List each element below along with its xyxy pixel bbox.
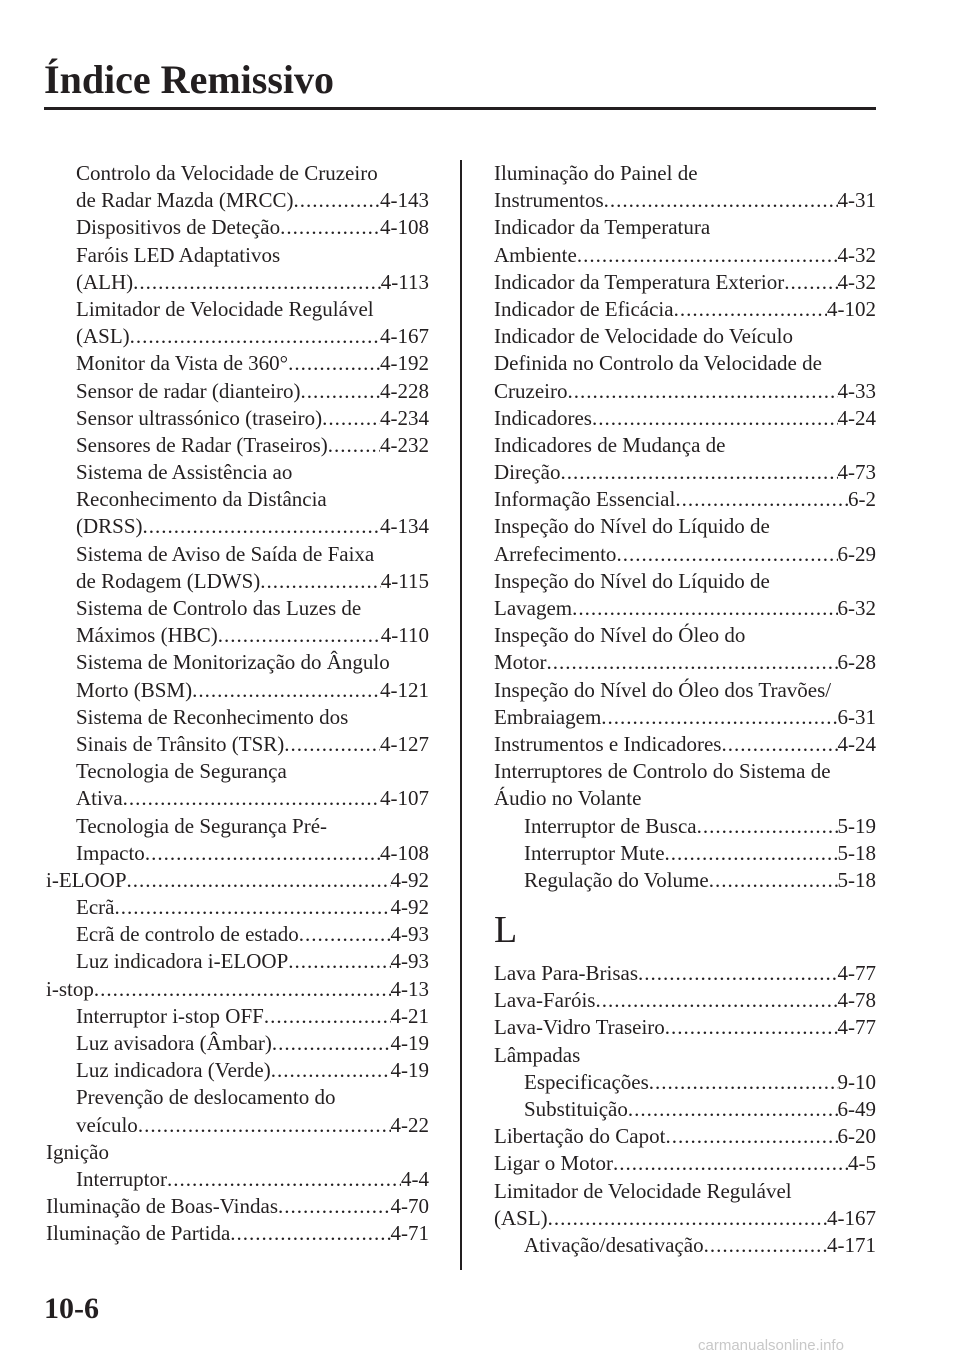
entry-page-ref: 4-32 xyxy=(837,269,876,294)
entry-page-ref: 4-13 xyxy=(390,976,429,1001)
entry-text: Dispositivos de Deteção xyxy=(76,215,281,240)
entry-text: Lâmpadas xyxy=(494,1042,581,1067)
index-entry xyxy=(46,350,429,377)
entry-text: Embraiagem xyxy=(494,704,602,729)
dot-leader xyxy=(264,1003,391,1030)
index-entry-heading xyxy=(46,1084,429,1111)
index-entry-heading xyxy=(46,758,429,785)
entry-text: Impacto xyxy=(76,840,145,865)
entry-text: Inspeção do Nível do Líquido de xyxy=(494,568,770,593)
dot-leader xyxy=(192,677,380,704)
entry-page-ref: 6-32 xyxy=(837,596,876,620)
index-entry-heading xyxy=(46,242,429,269)
dot-leader xyxy=(138,1112,391,1139)
entry-text: Sistema de Monitorização do Ângulo xyxy=(76,650,390,675)
entry-page-ref: 4-78 xyxy=(837,988,876,1013)
entry-page-ref: 4-234 xyxy=(380,405,429,430)
dot-leader xyxy=(638,960,837,987)
entry-text: Definida no Controlo da Velocidade de xyxy=(494,351,822,376)
entry-text: Sensor ultrassónico (traseiro) xyxy=(76,405,323,430)
dot-leader xyxy=(675,486,848,513)
index-entry xyxy=(494,541,876,568)
entry-text: Ignição xyxy=(46,1139,109,1164)
entry-text: (ALH) xyxy=(76,269,134,294)
dot-leader xyxy=(665,1014,838,1041)
dot-leader xyxy=(697,813,838,840)
entry-text: Inspeção do Nível do Líquido de xyxy=(494,514,770,539)
index-entry xyxy=(494,595,876,622)
index-entry xyxy=(46,1220,429,1247)
dot-leader xyxy=(560,459,837,486)
index-entry xyxy=(46,948,429,975)
entry-page-ref: 4-21 xyxy=(390,1003,429,1028)
index-entry-heading xyxy=(46,704,429,731)
entry-page-ref: 4-134 xyxy=(380,514,429,539)
entry-page-ref: 4-121 xyxy=(380,677,429,702)
index-entry-heading xyxy=(46,160,429,187)
entry-page-ref: 4-73 xyxy=(837,460,876,485)
entry-text: Ligar o Motor xyxy=(494,1151,613,1176)
entry-text: Inspeção do Nível do Óleo dos Travões/ xyxy=(494,677,832,702)
index-entry xyxy=(494,987,876,1014)
entry-text: Interruptor Mute xyxy=(524,840,665,865)
dot-leader xyxy=(130,323,380,350)
entry-page-ref: 4-4 xyxy=(401,1166,429,1191)
index-entry-heading xyxy=(494,1178,876,1205)
dot-leader xyxy=(577,242,838,269)
entry-text: (ASL) xyxy=(494,1205,548,1230)
index-entry xyxy=(494,296,876,323)
entry-page-ref: 4-92 xyxy=(390,895,429,920)
entry-text: Limitador de Velocidade Regulável xyxy=(494,1178,792,1203)
entry-text: Ecrã de controlo de estado xyxy=(76,922,299,947)
dot-leader xyxy=(145,840,380,867)
dot-leader xyxy=(218,622,381,649)
entry-page-ref: 4-19 xyxy=(390,1031,429,1055)
dot-leader xyxy=(572,595,837,622)
dot-leader xyxy=(548,1205,827,1232)
index-entry-heading xyxy=(46,595,429,622)
entry-text: Luz avisadora (Âmbar) xyxy=(76,1031,272,1055)
entry-text: Sensor de radar (dianteiro) xyxy=(76,378,301,403)
index-entry-heading xyxy=(46,486,429,513)
dot-leader xyxy=(709,867,838,894)
entry-page-ref: 4-93 xyxy=(390,922,429,947)
entry-text: Ecrã xyxy=(76,895,115,920)
index-entry-heading xyxy=(46,813,429,840)
index-entry xyxy=(46,677,429,704)
index-column-left xyxy=(46,160,429,1248)
entry-text: Indicadores xyxy=(494,405,592,430)
entry-text: Indicadores de Mudança de xyxy=(494,432,726,457)
entry-text: Sinais de Trânsito (TSR) xyxy=(76,731,285,756)
entry-page-ref: 4-24 xyxy=(837,731,876,756)
dot-leader xyxy=(167,1166,401,1193)
page-title: Índice Remissivo xyxy=(44,57,334,102)
index-entry xyxy=(46,378,429,405)
dot-leader xyxy=(288,948,390,975)
entry-text: Instrumentos xyxy=(494,188,604,213)
index-entry-heading xyxy=(494,677,876,704)
dot-leader xyxy=(94,976,391,1003)
entry-page-ref: 4-31 xyxy=(837,188,876,213)
entry-text: de Rodagem (LDWS) xyxy=(76,568,261,593)
index-entry xyxy=(46,921,429,948)
entry-page-ref: 4-143 xyxy=(380,188,429,213)
dot-leader xyxy=(230,1220,390,1247)
index-entry-heading xyxy=(494,622,876,649)
entry-page-ref: 4-102 xyxy=(827,296,876,321)
entry-text: Indicador da Temperatura Exterior xyxy=(494,269,785,294)
entry-text: Sistema de Controlo das Luzes de xyxy=(76,596,362,620)
watermark: carmanualsonline.info xyxy=(698,1337,844,1354)
index-entry xyxy=(46,513,429,540)
entry-page-ref: 4-228 xyxy=(380,378,429,403)
entry-text: de Radar Mazda (MRCC) xyxy=(76,188,294,213)
index-entry xyxy=(46,1193,429,1220)
index-entry xyxy=(494,187,876,214)
entry-text: Morto (BSM) xyxy=(76,677,193,702)
index-entry-heading xyxy=(494,785,876,812)
entry-text: Limitador de Velocidade Regulável xyxy=(76,296,374,321)
index-entry xyxy=(494,1014,876,1041)
entry-page-ref: 4-107 xyxy=(380,786,429,811)
entry-page-ref: 4-110 xyxy=(380,623,429,648)
entry-text: Tecnologia de Segurança Pré- xyxy=(76,813,328,838)
entry-text: Lava-Vidro Traseiro xyxy=(494,1015,665,1040)
dot-leader xyxy=(271,1057,391,1084)
entry-text: Iluminação de Boas-Vindas xyxy=(46,1194,279,1219)
entry-text: Informação Essencial xyxy=(494,487,676,512)
dot-leader xyxy=(133,269,381,296)
index-entry-heading xyxy=(46,459,429,486)
entry-text: Libertação do Capot xyxy=(494,1124,666,1149)
index-entry xyxy=(494,960,876,987)
index-entry xyxy=(494,1232,876,1259)
index-entry xyxy=(46,785,429,812)
dot-leader xyxy=(665,1123,837,1150)
index-entry xyxy=(46,1003,429,1030)
entry-page-ref: 4-71 xyxy=(390,1221,429,1246)
entry-page-ref: 4-232 xyxy=(380,432,429,457)
index-entry xyxy=(46,214,429,241)
index-entry-heading xyxy=(494,350,876,377)
dot-leader xyxy=(567,378,837,405)
dot-leader xyxy=(592,405,838,432)
entry-page-ref: 4-167 xyxy=(380,324,429,349)
index-entry xyxy=(494,1096,876,1123)
dot-leader xyxy=(278,1193,390,1220)
entry-text: Regulação do Volume xyxy=(524,867,709,892)
entry-page-ref: 4-24 xyxy=(837,405,876,430)
entry-page-ref: 4-93 xyxy=(390,949,429,974)
index-entry xyxy=(494,1205,876,1232)
index-entry xyxy=(494,486,876,513)
entry-text: Sistema de Aviso de Saída de Faixa xyxy=(76,541,375,566)
entry-text: Iluminação de Partida xyxy=(46,1221,231,1246)
dot-leader xyxy=(260,568,380,595)
dot-leader xyxy=(674,296,827,323)
dot-leader xyxy=(595,987,837,1014)
entry-text: Cruzeiro xyxy=(494,378,568,403)
entry-page-ref: 6-2 xyxy=(848,487,876,512)
entry-page-ref: 5-19 xyxy=(837,813,876,838)
index-entry xyxy=(46,976,429,1003)
entry-text: Luz indicadora i-ELOOP xyxy=(76,949,289,974)
dot-leader xyxy=(704,1232,827,1259)
dot-leader xyxy=(613,1150,848,1177)
entry-text: Ambiente xyxy=(494,242,577,267)
index-entry xyxy=(46,1030,429,1057)
index-column-right xyxy=(494,160,876,1259)
index-entry xyxy=(494,1150,876,1177)
entry-text: Lava Para-Brisas xyxy=(494,961,639,986)
dot-leader xyxy=(322,405,380,432)
entry-text: Interruptor xyxy=(76,1166,167,1191)
index-entry xyxy=(494,1069,876,1096)
entry-page-ref: 4-77 xyxy=(837,1015,876,1040)
entry-page-ref: 4-167 xyxy=(827,1205,876,1230)
entry-page-ref: 4-33 xyxy=(837,378,876,403)
entry-text: Ativação/desativação xyxy=(524,1232,704,1257)
dot-leader xyxy=(284,731,380,758)
dot-leader xyxy=(299,921,391,948)
index-entry-heading xyxy=(494,323,876,350)
dot-leader xyxy=(601,704,837,731)
entry-text: Ativa xyxy=(76,786,123,811)
index-entry xyxy=(46,187,429,214)
dot-leader xyxy=(604,187,838,214)
dot-leader xyxy=(328,432,380,459)
index-entry-heading xyxy=(494,758,876,785)
entry-page-ref: 9-10 xyxy=(837,1069,876,1094)
index-entry xyxy=(46,432,429,459)
entry-page-ref: 4-32 xyxy=(837,242,876,267)
entry-page-ref: 4-19 xyxy=(390,1058,429,1083)
index-entry xyxy=(46,323,429,350)
index-entry-heading xyxy=(494,1042,876,1069)
index-entry xyxy=(494,704,876,731)
index-entry xyxy=(46,1112,429,1139)
entry-page-ref: 4-5 xyxy=(848,1151,876,1176)
entry-text: Prevenção de deslocamento do xyxy=(76,1085,336,1110)
index-entry xyxy=(494,731,876,758)
entry-page-ref: 5-18 xyxy=(837,840,876,865)
dot-leader xyxy=(123,785,380,812)
index-entry-heading xyxy=(494,513,876,540)
dot-leader xyxy=(649,1069,838,1096)
entry-page-ref: 4-115 xyxy=(380,568,429,593)
entry-page-ref: 4-127 xyxy=(380,731,429,756)
dot-leader xyxy=(301,378,381,405)
dot-leader xyxy=(288,350,380,377)
dot-leader xyxy=(721,731,837,758)
entry-text: Inspeção do Nível do Óleo do xyxy=(494,623,746,648)
index-entry xyxy=(494,840,876,867)
index-entry xyxy=(494,269,876,296)
index-entry xyxy=(494,1123,876,1150)
dot-leader xyxy=(665,840,838,867)
entry-page-ref: 4-192 xyxy=(380,351,429,376)
dot-leader xyxy=(127,867,391,894)
dot-leader xyxy=(280,214,380,241)
index-entry xyxy=(46,1166,429,1193)
dot-leader xyxy=(143,513,380,540)
index-entry-heading xyxy=(494,214,876,241)
index-entry-heading xyxy=(46,1139,429,1166)
index-entry xyxy=(46,568,429,595)
index-entry xyxy=(494,378,876,405)
entry-text: Controlo da Velocidade de Cruzeiro xyxy=(76,161,378,185)
entry-text: (DRSS) xyxy=(76,514,143,539)
entry-text: Motor xyxy=(494,650,547,675)
index-entry xyxy=(46,622,429,649)
entry-page-ref: 6-28 xyxy=(837,650,876,675)
entry-text: Indicador da Temperatura xyxy=(494,215,711,240)
entry-page-ref: 5-18 xyxy=(837,867,876,892)
index-entry xyxy=(494,242,876,269)
entry-text: Substituição xyxy=(524,1097,628,1121)
dot-leader xyxy=(628,1096,838,1123)
index-entry xyxy=(494,867,876,894)
entry-text: Faróis LED Adaptativos xyxy=(76,242,281,267)
header-rule xyxy=(44,107,876,110)
index-entry-heading xyxy=(494,160,876,187)
index-entry-heading xyxy=(46,541,429,568)
entry-text: Indicador de Eficácia xyxy=(494,296,674,321)
dot-leader xyxy=(272,1030,391,1057)
entry-page-ref: 6-49 xyxy=(837,1097,876,1121)
index-entry xyxy=(494,405,876,432)
entry-page-ref: 4-108 xyxy=(380,215,429,240)
entry-text: Luz indicadora (Verde) xyxy=(76,1058,271,1083)
index-entry xyxy=(46,269,429,296)
entry-text: Interruptores de Controlo do Sistema de xyxy=(494,759,831,784)
index-entry-heading xyxy=(46,296,429,323)
entry-page-ref: 4-77 xyxy=(837,961,876,986)
dot-leader xyxy=(294,187,380,214)
entry-text: (ASL) xyxy=(76,324,130,349)
dot-leader xyxy=(616,541,837,568)
column-divider xyxy=(460,160,462,1270)
entry-text: Arrefecimento xyxy=(494,541,617,566)
entry-page-ref: 4-70 xyxy=(390,1194,429,1219)
entry-text: Interruptor i-stop OFF xyxy=(76,1003,264,1028)
entry-text: Indicador de Velocidade do Veículo xyxy=(494,324,793,349)
index-entry xyxy=(46,1057,429,1084)
entry-page-ref: 6-29 xyxy=(837,541,876,566)
index-entry-heading xyxy=(494,432,876,459)
index-entry xyxy=(46,894,429,921)
entry-text: Áudio no Volante xyxy=(494,786,642,811)
page-number: 10-6 xyxy=(44,1292,99,1325)
index-entry-heading xyxy=(494,568,876,595)
entry-text: Sensores de Radar (Traseiros) xyxy=(76,432,328,457)
entry-text: veículo xyxy=(76,1112,138,1137)
entry-text: Especificações xyxy=(524,1069,649,1094)
dot-leader xyxy=(114,894,390,921)
index-entry xyxy=(46,840,429,867)
entry-text: Lavagem xyxy=(494,596,573,620)
entry-page-ref: 4-22 xyxy=(390,1112,429,1137)
entry-page-ref: 4-113 xyxy=(380,269,429,294)
index-entry xyxy=(46,731,429,758)
entry-page-ref: 6-31 xyxy=(837,704,876,729)
entry-text: Sistema de Reconhecimento dos xyxy=(76,704,349,729)
dot-leader xyxy=(784,269,837,296)
entry-text: Instrumentos e Indicadores xyxy=(494,731,722,756)
entry-text: Reconhecimento da Distância xyxy=(76,487,327,512)
entry-text: Iluminação do Painel de xyxy=(494,161,698,185)
index-entry xyxy=(46,867,429,894)
entry-page-ref: 6-20 xyxy=(837,1124,876,1149)
entry-text: Interruptor de Busca xyxy=(524,813,697,838)
entry-text: Sistema de Assistência ao xyxy=(76,460,293,485)
entry-text: Tecnologia de Segurança xyxy=(76,759,287,784)
index-entry xyxy=(494,649,876,676)
index-entry xyxy=(46,405,429,432)
index-entry xyxy=(494,459,876,486)
entry-text: i-stop xyxy=(46,976,94,1001)
entry-text: i-ELOOP xyxy=(46,867,127,892)
entry-text: Monitor da Vista de 360° xyxy=(76,351,289,376)
entry-page-ref: 4-108 xyxy=(380,840,429,865)
entry-page-ref: 4-171 xyxy=(827,1232,876,1257)
entry-text: Máximos (HBC) xyxy=(76,623,218,648)
index-entry-heading xyxy=(46,649,429,676)
entry-text: Lava-Faróis xyxy=(494,988,596,1013)
dot-leader xyxy=(547,649,838,676)
index-entry xyxy=(494,813,876,840)
entry-page-ref: 4-92 xyxy=(390,867,429,892)
section-letter: L xyxy=(494,909,518,952)
entry-text: Direção xyxy=(494,460,561,485)
